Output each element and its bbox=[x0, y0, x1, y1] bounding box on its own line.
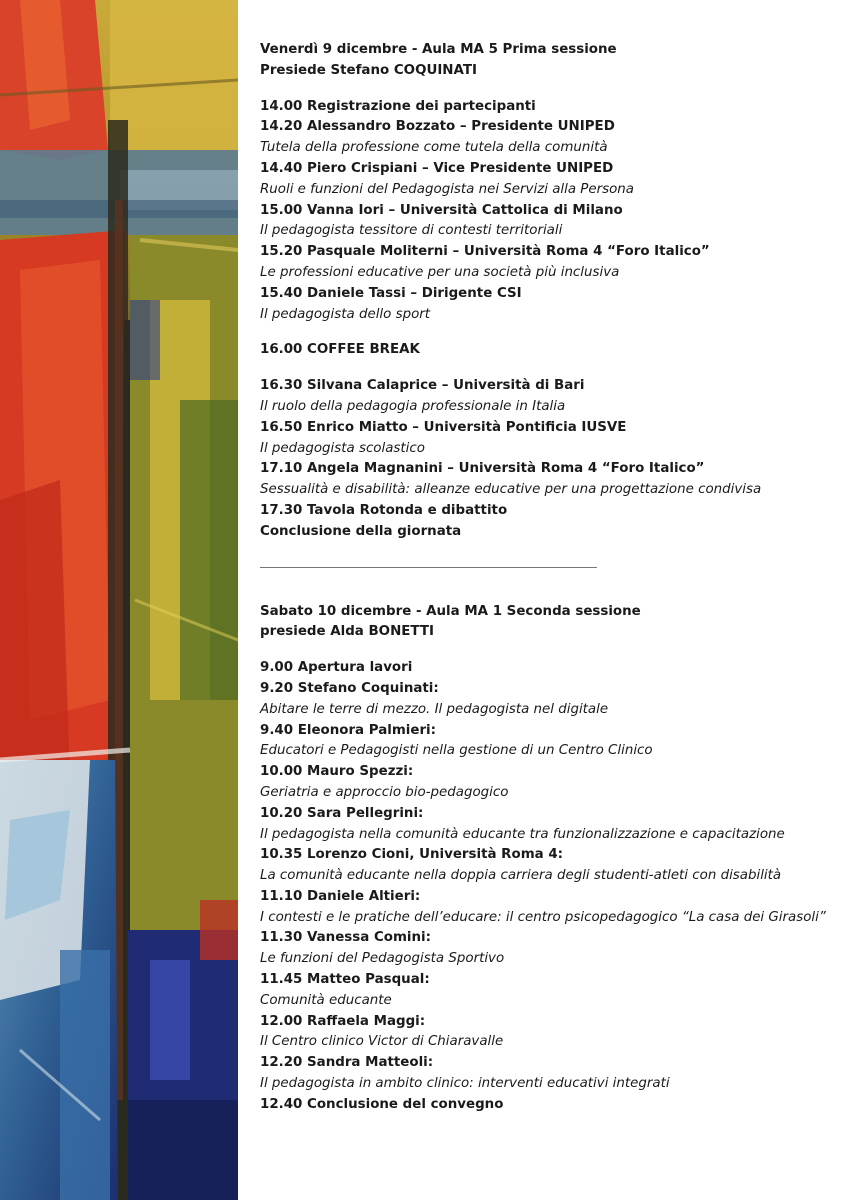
program-line: Le professioni educative per una società più inclusiva bbox=[260, 264, 620, 280]
program-line: 10.20 Sara Pellegrini: bbox=[260, 805, 424, 821]
session2-items bbox=[260, 658, 835, 1116]
program-line: 15.40 Daniele Tassi – Dirigente CSI bbox=[260, 285, 522, 301]
program-line: Il pedagogista dello sport bbox=[260, 306, 431, 322]
program-line: Le funzioni del Pedagogista Sportivo bbox=[260, 951, 505, 967]
program-line: 15.00 Vanna Iori – Università Cattolica di Milano bbox=[260, 202, 623, 218]
program-line: Sessualità e disabilità: alleanze educative per una progettazione condivisa bbox=[260, 482, 762, 498]
session2-chair: presiede Alda BONETTI bbox=[260, 624, 434, 640]
program-line: 17.10 Angela Magnanini – Università Roma 4 “Foro Italico” bbox=[260, 461, 705, 477]
program-line: Il ruolo della pedagogia professionale in Italia bbox=[260, 398, 566, 414]
program-line: La comunità educante nella doppia carriera degli studenti-atleti con disabilità bbox=[260, 868, 782, 884]
session1-header: Venerdì 9 dicembre - Aula MA 5 Prima sessione bbox=[260, 42, 617, 57]
program-line: Il pedagogista tessitore di contesti territoriali bbox=[260, 223, 563, 239]
program-line: 16.30 Silvana Calaprice – Università di Bari bbox=[260, 378, 585, 394]
program-line: 12.00 Raffaela Maggi: bbox=[260, 1013, 426, 1029]
program-line: 9.40 Eleonora Palmieri: bbox=[260, 722, 437, 738]
program-line: Educatori e Pedagogisti nella gestione di un Centro Clinico bbox=[260, 743, 653, 759]
program-line: Il Centro clinico Victor di Chiaravalle bbox=[260, 1034, 504, 1050]
program-line: 11.45 Matteo Pasqual: bbox=[260, 972, 430, 988]
program-line: 16.50 Enrico Miatto – Università Pontificia IUSVE bbox=[260, 419, 627, 435]
program-line: 14.00 Registrazione dei partecipanti bbox=[260, 98, 536, 114]
program-line: 11.10 Daniele Altieri: bbox=[260, 888, 421, 904]
program-line: Comunità educante bbox=[260, 992, 392, 1008]
divider-line bbox=[260, 567, 597, 568]
program-line: Abitare le terre di mezzo. Il pedagogista nel digitale bbox=[260, 701, 609, 717]
program-line: 14.20 Alessandro Bozzato – Presidente UNIPED bbox=[260, 119, 615, 135]
program-line: 9.20 Stefano Coquinati: bbox=[260, 680, 439, 696]
program-line: 9.00 Apertura lavori bbox=[260, 660, 413, 676]
abstract-painting-image bbox=[0, 0, 238, 1200]
program-line: 12.40 Conclusione del convegno bbox=[260, 1096, 504, 1112]
program-line: Il pedagogista scolastico bbox=[260, 440, 425, 456]
program-text bbox=[260, 40, 835, 1116]
program-line: 10.00 Mauro Spezzi: bbox=[260, 764, 414, 780]
program-line: Tutela della professione come tutela della comunità bbox=[260, 140, 608, 156]
program-line: Il pedagogista in ambito clinico: interventi educativi integrati bbox=[260, 1076, 670, 1092]
session1-items-afternoon bbox=[260, 376, 835, 542]
program-line: Geriatria e approccio bio-pedagogico bbox=[260, 784, 509, 800]
program-line: I contesti e le pratiche dell’educare: il centro psicopedagogico “La casa dei Girasoli” bbox=[260, 909, 826, 925]
program-line: Ruoli e funzioni del Pedagogista nei Servizi alla Persona bbox=[260, 181, 634, 197]
program-line: Conclusione della giornata bbox=[260, 523, 462, 539]
program-line: 10.35 Lorenzo Cioni, Università Roma 4: bbox=[260, 847, 564, 863]
program-line: 14.40 Piero Crispiani – Vice Presidente UNIPED bbox=[260, 160, 614, 176]
program-line: 12.20 Sandra Matteoli: bbox=[260, 1055, 434, 1071]
coffee-break: 16.00 COFFEE BREAK bbox=[260, 342, 420, 358]
program-line: Il pedagogista nella comunità educante tra funzionalizzazione e capacitazione bbox=[260, 826, 785, 842]
session1-chair: Presiede Stefano COQUINATI bbox=[260, 62, 477, 78]
program-line: 17.30 Tavola Rotonda e dibattito bbox=[260, 502, 508, 518]
program-line: 11.30 Vanessa Comini: bbox=[260, 930, 431, 946]
session1-items bbox=[260, 97, 835, 326]
program-line: 15.20 Pasquale Moliterni – Università Roma 4 “Foro Italico” bbox=[260, 244, 710, 260]
session2-header: Sabato 10 dicembre - Aula MA 1 Seconda sessione bbox=[260, 603, 641, 619]
